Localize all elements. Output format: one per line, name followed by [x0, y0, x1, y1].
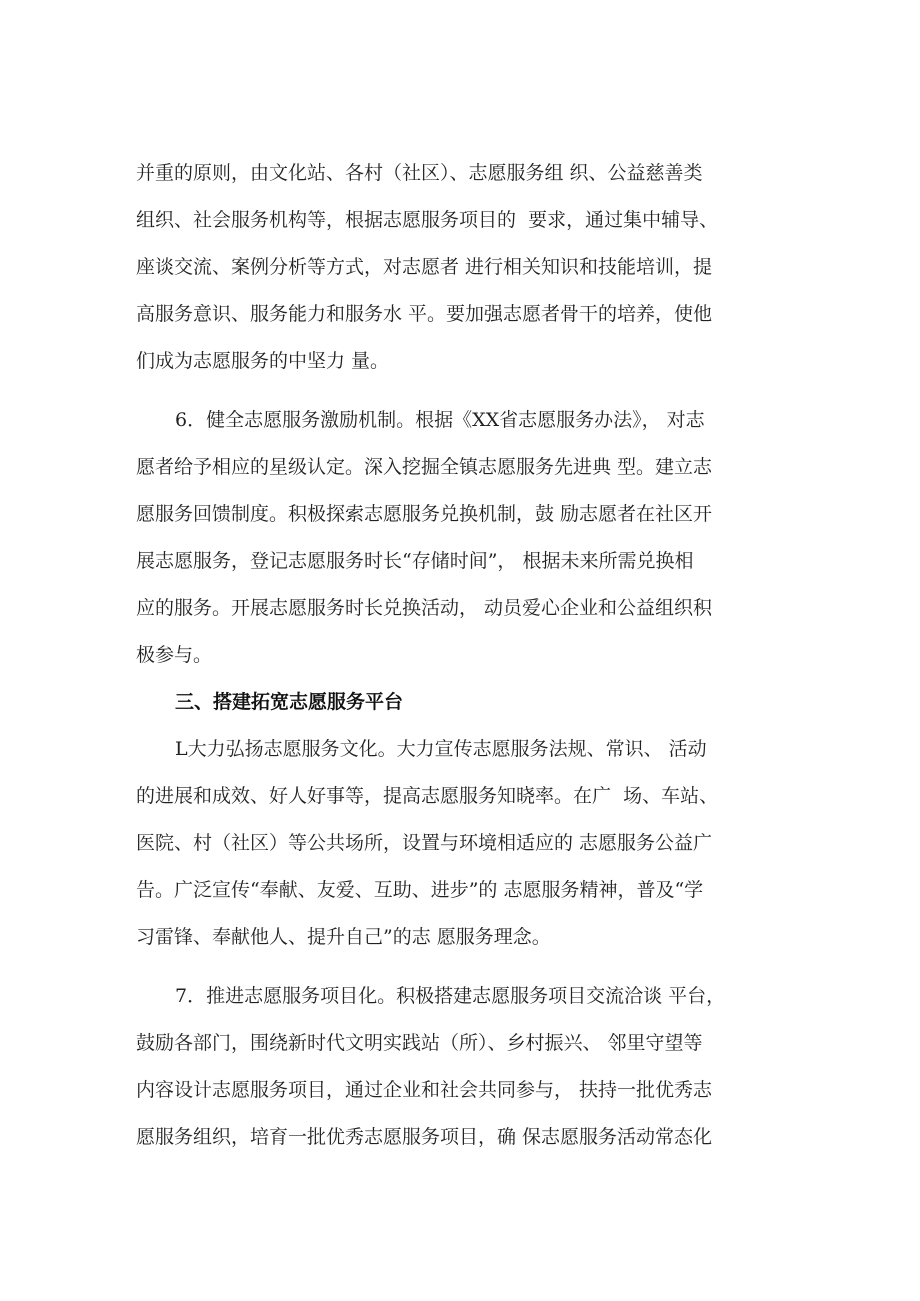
- text-line: 组织、社会服务机构等，根据志愿服务项目的 要求，通过集中辅导、: [136, 209, 719, 231]
- text-line: 告。广泛宣传“奉献、友爱、互助、进步”的 志愿服务精神，普及“学: [136, 879, 704, 901]
- paragraph-item-7: [136, 973, 796, 1161]
- text-line: 们成为志愿服务的中坚力 量。: [136, 350, 390, 372]
- text-line: 愿服务回馈制度。积极探索志愿服务兑换机制，鼓 励志愿者在社区开: [136, 503, 713, 525]
- paragraph-item-6: [136, 397, 796, 679]
- text-line: 座谈交流、案例分析等方式，对志愿者 进行相关知识和技能培训，提: [136, 256, 713, 278]
- paragraph-item-1: [136, 726, 796, 961]
- text-line: 应的服务。开展志愿服务时长兑换活动， 动员爱心企业和公益组织积: [136, 597, 713, 619]
- text-line: 的进展和成效、好人好事等，提高志愿服务知晓率。在广 场、车站、: [136, 785, 719, 807]
- text-line: 极参与。: [136, 644, 213, 666]
- section-heading: [136, 679, 796, 726]
- text-line: 并重的原则，由文化站、各村（社区）、志愿服务组 织、公益慈善类: [136, 162, 703, 184]
- text-line: 习雷锋、奉献他人、提升自己”的志 愿服务理念。: [136, 926, 551, 948]
- text-line: 内容设计志愿服务项目，通过企业和社会共同参与， 扶持一批优秀志: [136, 1079, 713, 1101]
- text-line: L大力弘扬志愿服务文化。大力宣传志愿服务法规、常识、 活动: [175, 738, 707, 760]
- paragraph-continuation: [136, 150, 796, 385]
- text-line: 鼓励各部门，围绕新时代文明实践站（所）、乡村振兴、 邻里守望等: [136, 1032, 703, 1054]
- text-line: 展志愿服务，登记志愿服务时长“存储时间”， 根据未来所需兑换相: [136, 550, 694, 572]
- text-line: 愿服务组织，培育一批优秀志愿服务项目，确 保志愿服务活动常态化: [136, 1126, 713, 1148]
- text-line: 高服务意识、服务能力和服务水 平。要加强志愿者骨干的培养，使他: [136, 303, 713, 325]
- document-body: [136, 150, 796, 1161]
- text-line: 医院、村（社区）等公共场所，设置与环境相适应的 志愿服务公益广: [136, 832, 713, 854]
- text-line: 7．推进志愿服务项目化。积极搭建志愿服务项目交流洽谈 平台，: [175, 985, 726, 1007]
- section-title: 三、搭建拓宽志愿服务平台: [175, 691, 404, 713]
- text-line: 愿者给予相应的星级认定。深入挖掘全镇志愿服务先进典 型。建立志: [136, 456, 713, 478]
- text-line: 6．健全志愿服务激励机制。根据《XX省志愿服务办法》， 对志: [175, 409, 705, 431]
